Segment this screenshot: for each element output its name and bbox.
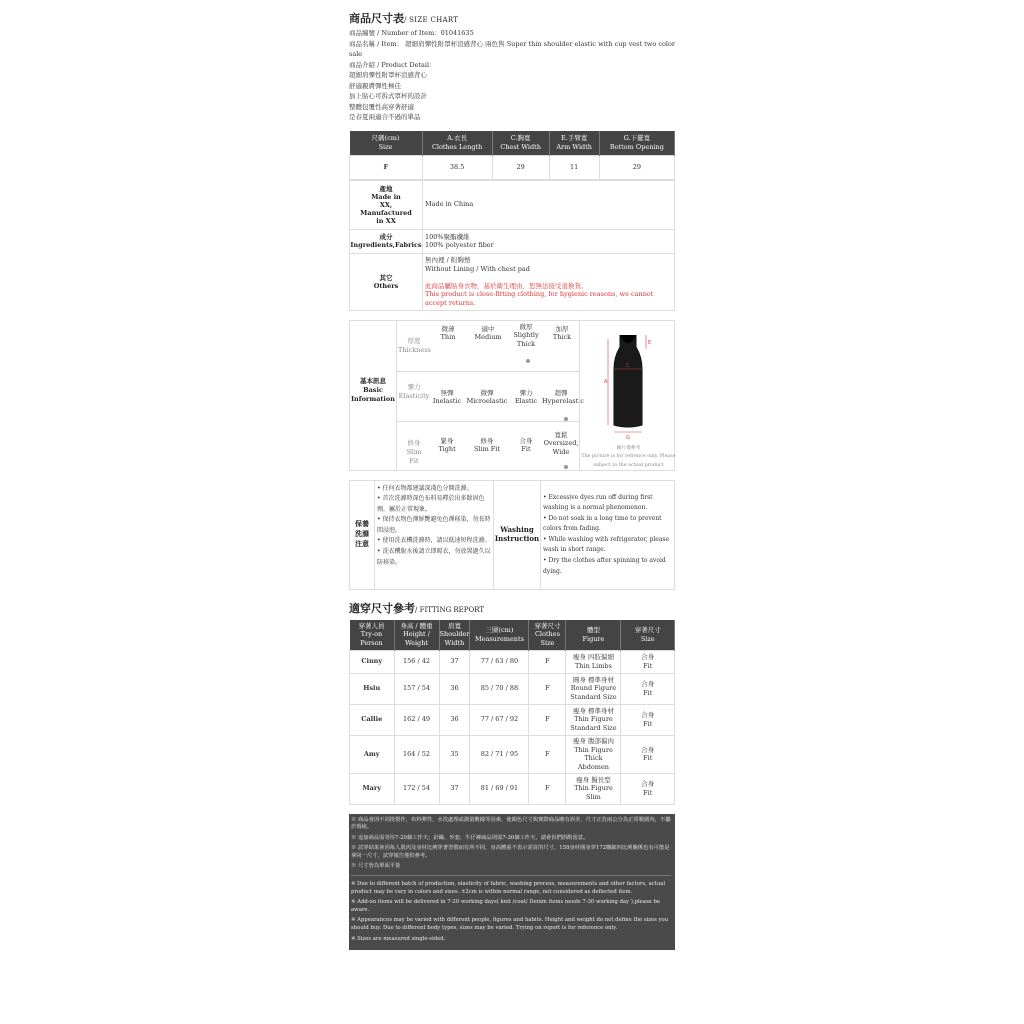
height-weight: 156 / 42 — [394, 650, 439, 673]
person-name: Mary — [350, 773, 395, 804]
col-chest-width: C.胸寬 Chest Width — [492, 131, 549, 156]
table-row — [350, 673, 675, 704]
letter-c: C — [626, 362, 630, 369]
arm-cell: 11 — [549, 155, 599, 179]
table-row — [350, 773, 675, 804]
title-en: / SIZE CHART — [404, 16, 459, 24]
wash-label-zh-cell — [350, 481, 375, 589]
wash-zh-item: • 首次洗滌時深色布料易釋於出多餘固色劑，屬於正常現象。 — [377, 495, 485, 513]
basic-information — [349, 320, 675, 471]
wash-en-list — [543, 493, 673, 578]
wash-label-en: Washing Instruction — [494, 524, 540, 543]
note-zh: ※ 試穿結果會因每人肌肉及身材比例穿著習慣而有所不同，身高體重不表示需買的尺寸，158身材圓身穿172購細四比例關係也有可能是拿同一尺寸，試穿報告僅供參考。 — [351, 845, 670, 859]
measurements: 77 / 67 / 92 — [470, 704, 529, 735]
person-name: Hsiu — [350, 673, 395, 704]
wash-zh-item: • 洗衣機脫水後請立即晾衣，勿放置過久以防移染。 — [377, 548, 491, 566]
page-title — [349, 10, 675, 26]
detail-line: 超細肩彈性附罩杯渲感背心 — [349, 71, 427, 79]
wash-zh-item: • 任何衣物都建議深淺色分開洗滌。 — [377, 484, 473, 492]
size-chart-page — [349, 0, 675, 950]
tank-top-diagram — [580, 329, 677, 444]
table-row — [350, 704, 675, 735]
height-weight: 157 / 54 — [394, 673, 439, 704]
figure: 瘦身 四肢偏細 Thin Limbs — [566, 650, 621, 673]
note-en: ※ Due to different batch of production, elasticity of fabric, washing process, measurements and other factors, actual product may be vary in colors and sizes. ±2cm is within normal range, not considered as deflected item. — [351, 881, 666, 895]
letter-e: E — [648, 339, 652, 346]
clothes-size: F — [529, 704, 566, 735]
detail-line: 整體包覆性高穿著舒適 — [349, 102, 414, 111]
chest-cell: 29 — [492, 155, 549, 179]
fabric-value: 100%聚酯纖維 100% polyester fiber — [423, 229, 675, 253]
opt-slim-fit: 修身 Slim Fit — [473, 436, 501, 453]
fabric-row — [350, 229, 675, 253]
shoulder: 37 — [439, 650, 470, 673]
height-weight: 162 / 49 — [394, 704, 439, 735]
wash-en-item: • Dry the clothes after spinning to avoid dying. — [543, 557, 666, 575]
bottom-cell: 29 — [599, 155, 674, 179]
clothes-size: F — [529, 650, 566, 673]
diagram-caption: 圖片僅參考 The picture is for refrence only. Please subject to the actual product — [581, 445, 676, 468]
table-row — [350, 650, 675, 673]
measurements: 77 / 63 / 80 — [470, 650, 529, 673]
size-table — [349, 131, 675, 180]
detail-line: 舒適親膚彈性極佳 — [349, 81, 401, 90]
table-row — [350, 155, 675, 179]
origin-label: 產地 Made in XX, Manufactured in XX — [350, 180, 423, 229]
fit-marker — [564, 465, 568, 469]
note-en: ※ Appearances may be varied with different people, figures and habits. Height and weight do not define the sizes you should buy. Due to different body types, sizes may be varied. Trying on report is for reference only. — [351, 917, 669, 932]
wash-en-item: • Do not soak in a long time to prevent colors from fading. — [543, 514, 662, 533]
others-value: 無內裡 / 附胸墊 Without Lining / With chest pad 此商品屬貼身衣物，基於衛生理由，恕無法接受退換貨。 This product is close-fitting clothing, for hygienic reasons, we cannot accept returns. — [423, 253, 675, 310]
letter-a: A — [604, 378, 608, 385]
fit-size: 合身 Fit — [621, 673, 675, 704]
clothes-size: F — [529, 673, 566, 704]
opt-inelastic: 無彈 Inelastic — [432, 388, 462, 405]
fit-size: 合身 Fit — [621, 704, 675, 735]
col-shoulder: 肩寬 Shoulder Width — [439, 620, 470, 651]
shoulder: 37 — [439, 773, 470, 804]
opt-thick: 加厚 Thick — [552, 324, 572, 341]
col-clothes-length: A.衣長 Clothes Length — [422, 131, 492, 156]
figure: 瘦身 標準身材 Thin Figure Standard Size — [566, 704, 621, 735]
wash-en-item: • Excessive dyes run off during first washing is a normal phenomenon. — [543, 493, 653, 512]
detail-label: 商品介紹 / Product Detail： — [349, 60, 436, 69]
details-table — [349, 180, 675, 311]
col-height-weight: 身高 / 體重 Height / Weight — [394, 620, 439, 651]
basic-label-cell — [350, 321, 397, 470]
person-name: Amy — [350, 735, 395, 773]
wash-label-zh: 保養 洗滌 注意 — [355, 518, 369, 548]
size-cell: F — [350, 155, 423, 179]
clothes-size: F — [529, 773, 566, 804]
opt-tight: 緊身 Tight — [438, 436, 456, 453]
thickness-marker — [526, 359, 530, 363]
opt-microelastic: 微彈 Microelastic — [466, 388, 508, 405]
detail-line: 加上貼心可拆式罩杯的設計 — [349, 92, 427, 100]
person-name: Callie — [350, 704, 395, 735]
wash-en-item: • While washing with refrigerator, please wash in short range. — [543, 535, 670, 554]
col-figure: 體型 Figure — [566, 620, 621, 651]
figure: 圓身 標準身材 Round Figure Standard Size — [566, 673, 621, 704]
fit-size: 合身 Fit — [621, 735, 675, 773]
item-name: 商品名稱 / Item： 超細肩彈性附罩杯渲感背心 兩色售 Super thin shoulder elastic with cup vest two color sale — [349, 39, 675, 58]
height-weight: 172 / 54 — [394, 773, 439, 804]
note-zh: ※ 尺寸皆為單面平量 — [351, 863, 401, 870]
fitting-table — [349, 620, 675, 805]
opt-slightly-thick: 微厚 Slightly Thick — [513, 322, 539, 348]
fabric-label: 成分 Ingredients,Fabrics — [350, 229, 423, 253]
origin-value: Made in China — [423, 180, 675, 229]
measurements: 82 / 71 / 95 — [470, 735, 529, 773]
origin-row — [350, 180, 675, 229]
fitting-header — [350, 620, 675, 651]
detail-line: 是春夏兩適合不過的單品 — [349, 113, 421, 121]
length-cell: 38.5 — [422, 155, 492, 179]
wash-zh-item: • 保持衣物色澤鮮艷避免色澤移染，勿長時間浸泡。 — [377, 516, 491, 534]
note-zh: ※ 追加商品需等待7-20個工作天；針織、外套、牛仔褲商品則需7-30個工作天，請會員們斟酌留意。 — [351, 834, 589, 841]
col-person: 穿著人員 Try-on Person — [350, 620, 395, 651]
fit-group — [396, 421, 579, 470]
return-warning-zh: 此商品屬貼身衣物，基於衛生理由，恕無法接受退換貨。 — [425, 281, 588, 290]
person-name: Cinny — [350, 650, 395, 673]
opt-medium: 適中 Medium — [474, 324, 502, 341]
size-table-header — [350, 131, 675, 156]
fit-size: 合身 Fit — [621, 650, 675, 673]
opt-hyperelastic: 超彈 Hyperelastic — [542, 388, 584, 405]
measurements: 81 / 69 / 91 — [470, 773, 529, 804]
notes-divider — [351, 875, 671, 876]
elasticity-label: 彈力 Elasticity — [398, 382, 430, 400]
notes-box — [349, 814, 675, 951]
basic-label: 基本訊息 Basic Information — [351, 376, 395, 403]
garment-diagram-cell — [579, 321, 677, 470]
item-number: 商品編號 / Number of Item：01041635 — [349, 29, 474, 37]
col-measurements: 三圍(cm) Measurements — [470, 620, 529, 651]
col-bottom-opening: G.下擺寬 Bottom Opening — [599, 131, 674, 156]
title-zh: 商品尺寸表 — [349, 12, 404, 25]
fit-label: 修身 Slim Fit — [406, 438, 422, 465]
thickness-label: 厚度 Thickness — [398, 336, 431, 354]
clothes-size: F — [529, 735, 566, 773]
fit-size: 合身 Fit — [621, 773, 675, 804]
opt-oversized: 寬鬆 Oversized, Wide — [543, 430, 579, 456]
thickness-group — [396, 321, 579, 372]
shoulder: 36 — [439, 673, 470, 704]
others-row — [350, 253, 675, 310]
shoulder: 36 — [439, 704, 470, 735]
return-warning-en: This product is close-fitting clothing, for hygienic reasons, we cannot accept returns. — [425, 290, 654, 307]
opt-elastic: 彈力 Elastic — [514, 388, 538, 405]
col-arm-width: E.手臂寬 Arm Width — [549, 131, 599, 156]
note-en: ※ Add-on items will be delivered in 7-20 working days( knit /coat/ Denim items needs 7-30 working day ),please be aware. — [351, 899, 661, 913]
opt-fit: 合身 Fit — [519, 436, 533, 453]
col-size: 尺碼(cm) Size — [350, 131, 423, 156]
wash-label-en-cell — [493, 481, 541, 589]
col-clothes-size: 穿著尺寸 Clothes Size — [529, 620, 566, 651]
height-weight: 164 / 52 — [394, 735, 439, 773]
note-zh: ※ 商品會因不同批製作，布料彈性，水洗處理或測量數據等因素，使顏色尺寸與實際商品略有誤差，尺寸正負兩公分為正常範圍內，不屬於瑕疵。 — [351, 816, 671, 831]
shoulder: 35 — [439, 735, 470, 773]
measurements: 85 / 70 / 88 — [470, 673, 529, 704]
opt-thin: 微薄 Thin — [440, 324, 456, 341]
note-en: ※ Sizes are measured single-sided. — [351, 935, 446, 942]
elasticity-group — [396, 371, 584, 422]
wash-zh-item: • 使用洗衣機洗滌時，請以低速短程洗滌。 — [377, 537, 491, 545]
product-info — [349, 28, 675, 123]
table-row — [350, 735, 675, 773]
wash-zh-list — [377, 484, 491, 569]
figure: 瘦身 擬長型 Thin Figure Slim — [566, 773, 621, 804]
others-label: 其它 Others — [350, 253, 423, 310]
fitting-title: 適穿尺寸參考/ FITTING REPORT — [349, 601, 485, 615]
letter-g: G — [626, 434, 630, 441]
figure: 瘦身 腹部偏肉 Thin Figure Thick Abdomen — [566, 735, 621, 773]
col-fit-size: 穿著尺寸 Size — [621, 620, 675, 651]
washing-instructions — [349, 480, 675, 590]
